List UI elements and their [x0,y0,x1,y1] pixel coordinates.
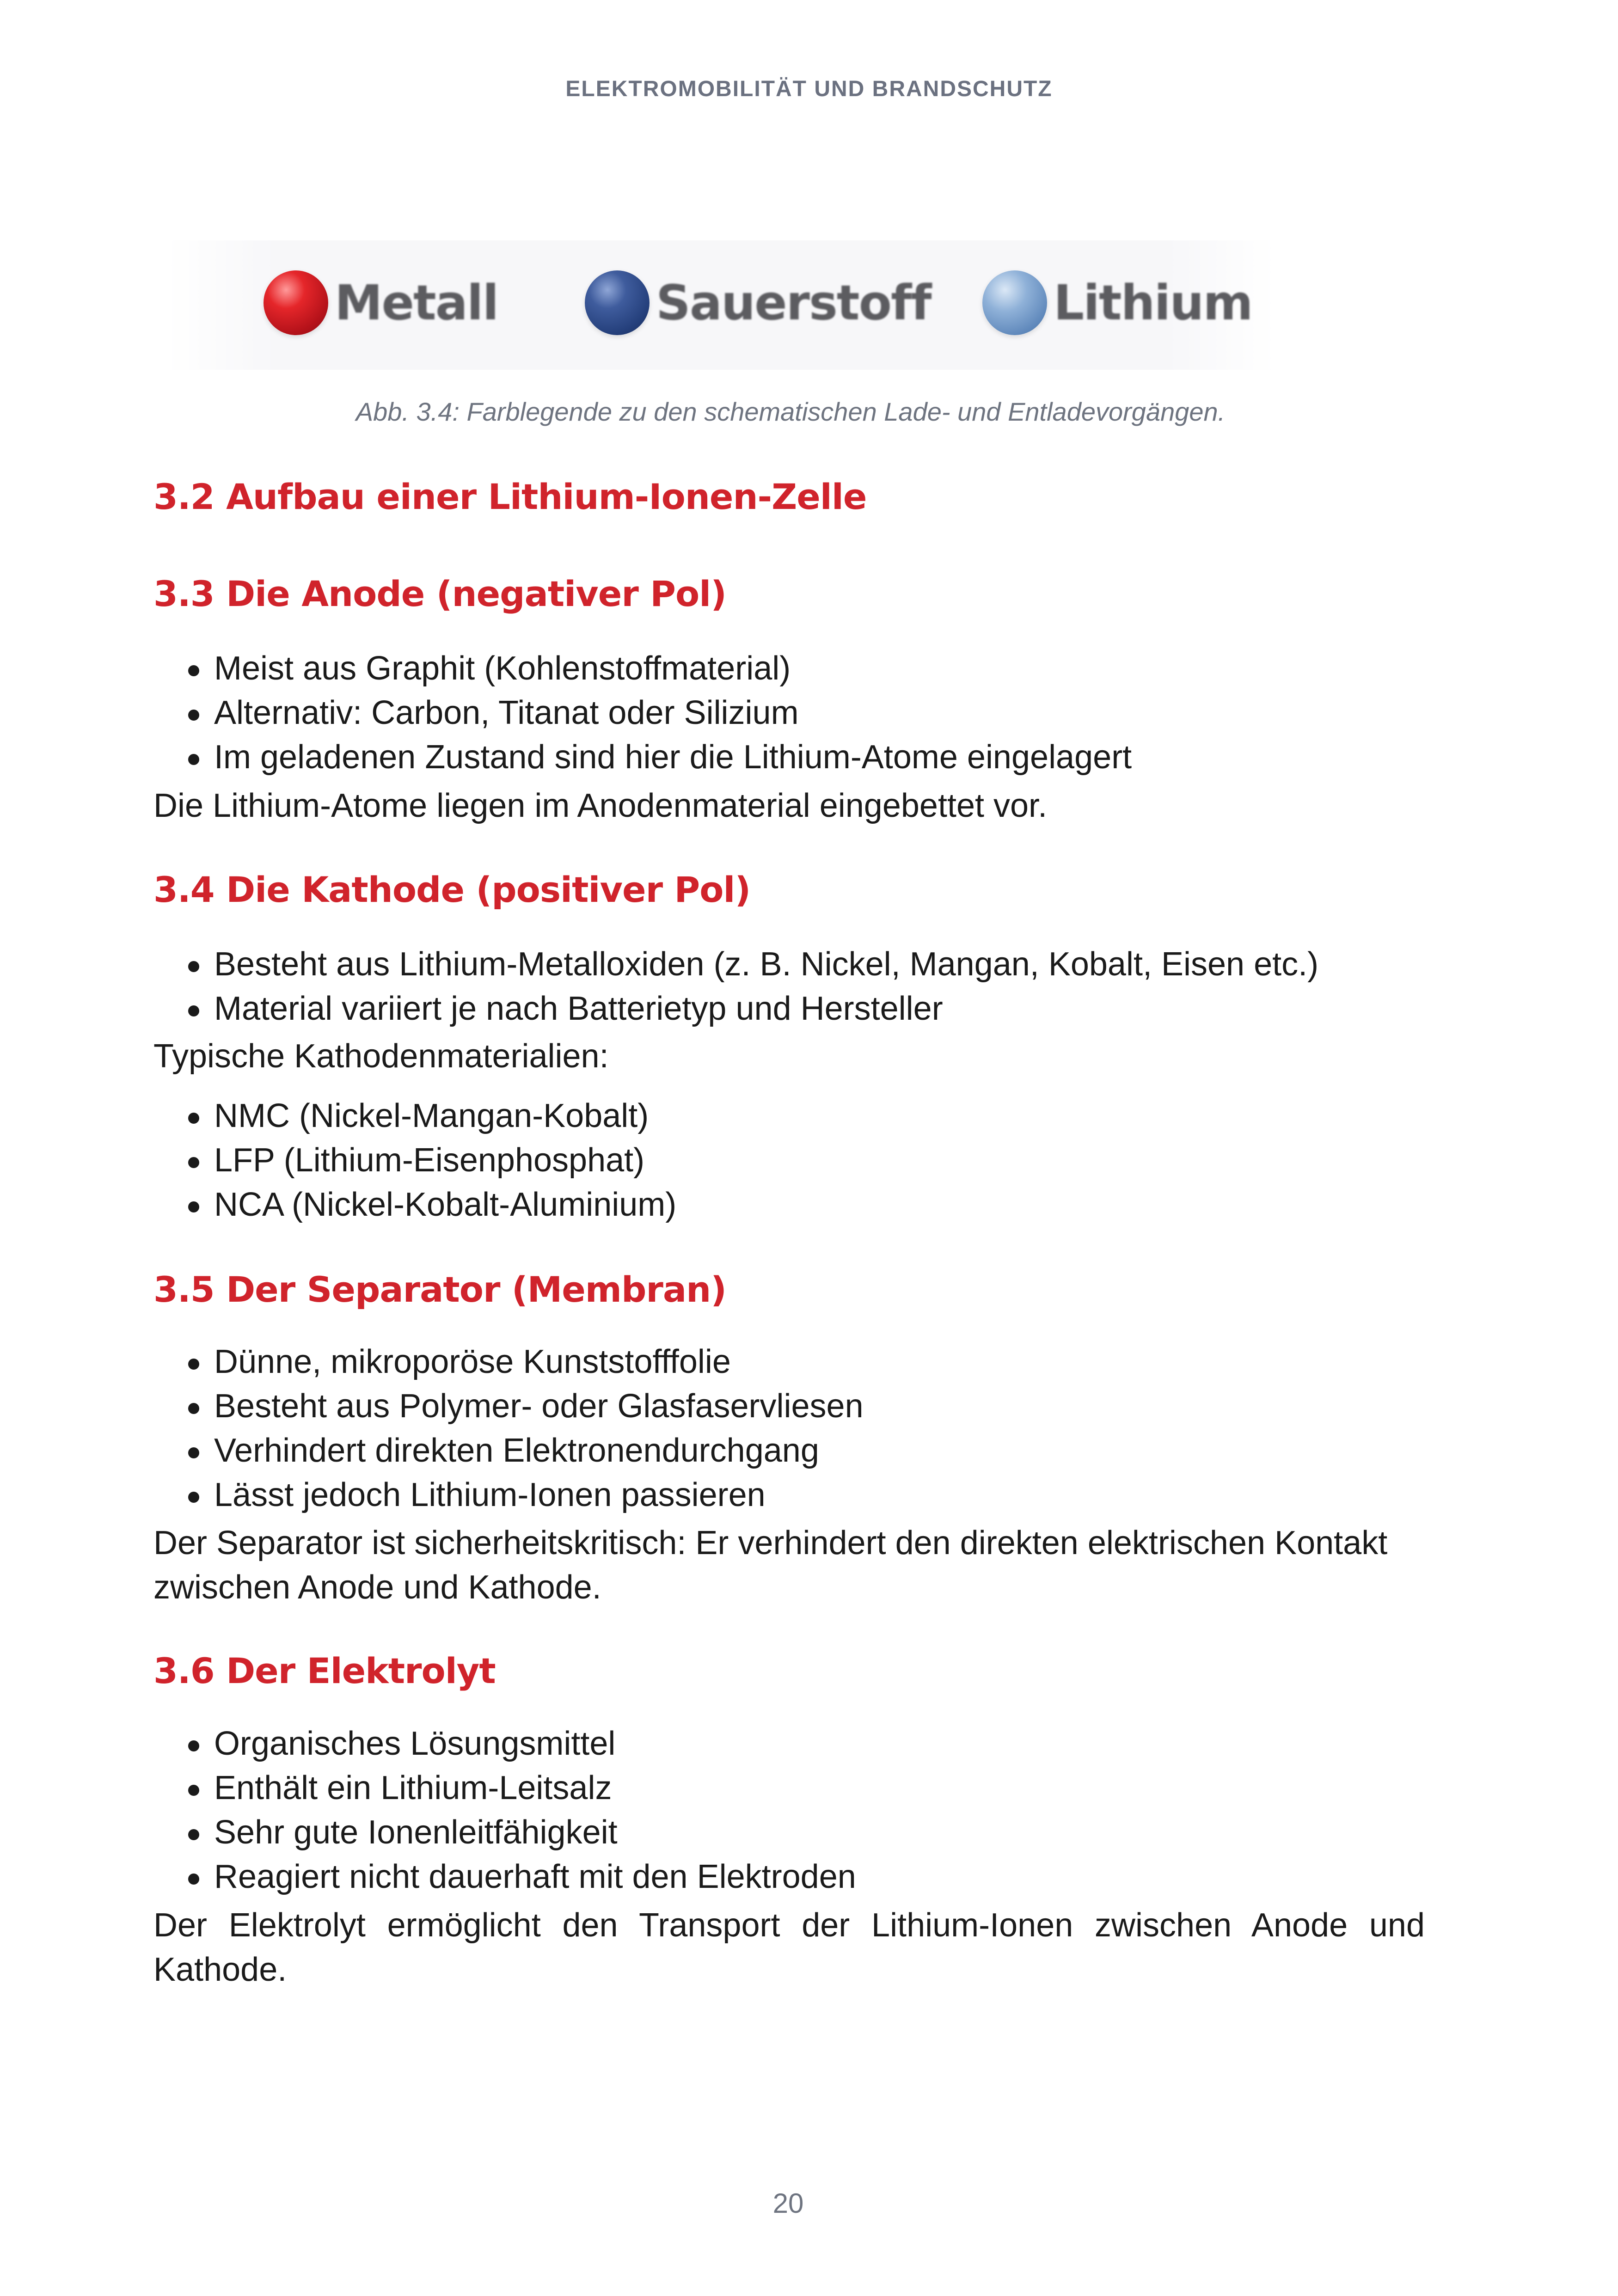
list-item: LFP (Lithium-Eisenphosphat) [183,1138,676,1182]
list-item: NCA (Nickel-Kobalt-Aluminium) [183,1182,676,1227]
legend-label-lithium: Lithium [1054,275,1252,331]
bullet-dot-icon [188,1157,199,1168]
bullet-dot-icon [188,1201,199,1212]
elektrolyt-paragraph: Der Elektrolyt ermöglicht den Transport der Lithium-Ionen zwischen Anode und Kathode. [153,1907,1425,1988]
section-heading-3-3: 3.3 Die Anode (negativer Pol) [153,573,726,614]
list-item: Reagiert nicht dauerhaft mit den Elektroden [183,1855,856,1899]
bullet-dot-icon [188,1447,199,1458]
bullet-dot-icon [188,1113,199,1124]
legend-label-sauerstoff: Sauerstoff [656,275,931,331]
light-blue-sphere-icon [982,270,1047,335]
figure-caption: Abb. 3.4: Farblegende zu den schematischen Lade- und Entladevorgängen. [355,397,1226,426]
bullet-dot-icon [188,1785,199,1796]
elektrolyt-bullet-list [183,1721,856,1899]
navy-sphere-icon [585,270,650,335]
anode-bullet-list [183,646,1132,779]
legend-item-metall [264,263,498,342]
section-heading-3-6: 3.6 Der Elektrolyt [153,1650,496,1691]
bullet-dot-icon [188,961,199,972]
list-item: Besteht aus Polymer- oder Glasfaservliesen [183,1384,864,1428]
list-item: Sehr gute Ionenleitfähigkeit [183,1810,856,1855]
separator-bullet-list [183,1340,864,1517]
kathode-bullet-list [183,942,1318,1031]
anode-paragraph: Die Lithium-Atome liegen im Anodenmaterial eingebettet vor. [153,787,1048,824]
legend-item-lithium [982,263,1252,342]
kathode-materials-list [183,1094,676,1227]
bullet-dot-icon [188,754,199,765]
color-legend-figure [166,240,1276,370]
list-item: Alternativ: Carbon, Titanat oder Silizium [183,691,1132,735]
page-number: 20 [772,2188,804,2219]
bullet-dot-icon [188,1740,199,1751]
legend-item-sauerstoff [585,263,931,342]
bullet-dot-icon [188,1492,199,1503]
list-item: NMC (Nickel-Mangan-Kobalt) [183,1094,676,1138]
list-item: Lässt jedoch Lithium-Ionen passieren [183,1473,864,1517]
list-item: Meist aus Graphit (Kohlenstoffmaterial) [183,646,1132,691]
kathode-paragraph: Typische Kathodenmaterialien: [153,1038,609,1075]
list-item: Besteht aus Lithium-Metalloxiden (z. B. Nickel, Mangan, Kobalt, Eisen etc.) [183,942,1318,986]
bullet-dot-icon [188,665,199,676]
separator-paragraph: Der Separator ist sicherheitskritisch: Er verhindert den direkten elektrischen Kontakt zwischen Anode und Kathode. [153,1525,1388,1606]
section-heading-3-5: 3.5 Der Separator (Membran) [153,1269,726,1310]
bullet-dot-icon [188,710,199,721]
bullet-dot-icon [188,1403,199,1414]
list-item: Dünne, mikroporöse Kunststofffolie [183,1340,864,1384]
red-sphere-icon [264,270,328,335]
legend-label-metall: Metall [335,275,498,331]
bullet-dot-icon [188,1829,199,1840]
section-heading-3-4: 3.4 Die Kathode (positiver Pol) [153,869,751,910]
bullet-dot-icon [188,1005,199,1016]
bullet-dot-icon [188,1359,199,1370]
list-item: Material variiert je nach Batterietyp und Hersteller [183,986,1318,1031]
list-item: Organisches Lösungsmittel [183,1721,856,1766]
bullet-dot-icon [188,1874,199,1885]
list-item: Enthält ein Lithium-Leitsalz [183,1766,856,1810]
section-heading-3-2: 3.2 Aufbau einer Lithium-Ionen-Zelle [153,476,867,517]
running-header: ELEKTROMOBILITÄT UND BRANDSCHUTZ [565,77,1053,101]
list-item: Verhindert direkten Elektronendurchgang [183,1428,864,1473]
list-item: Im geladenen Zustand sind hier die Lithium-Atome eingelagert [183,735,1132,779]
